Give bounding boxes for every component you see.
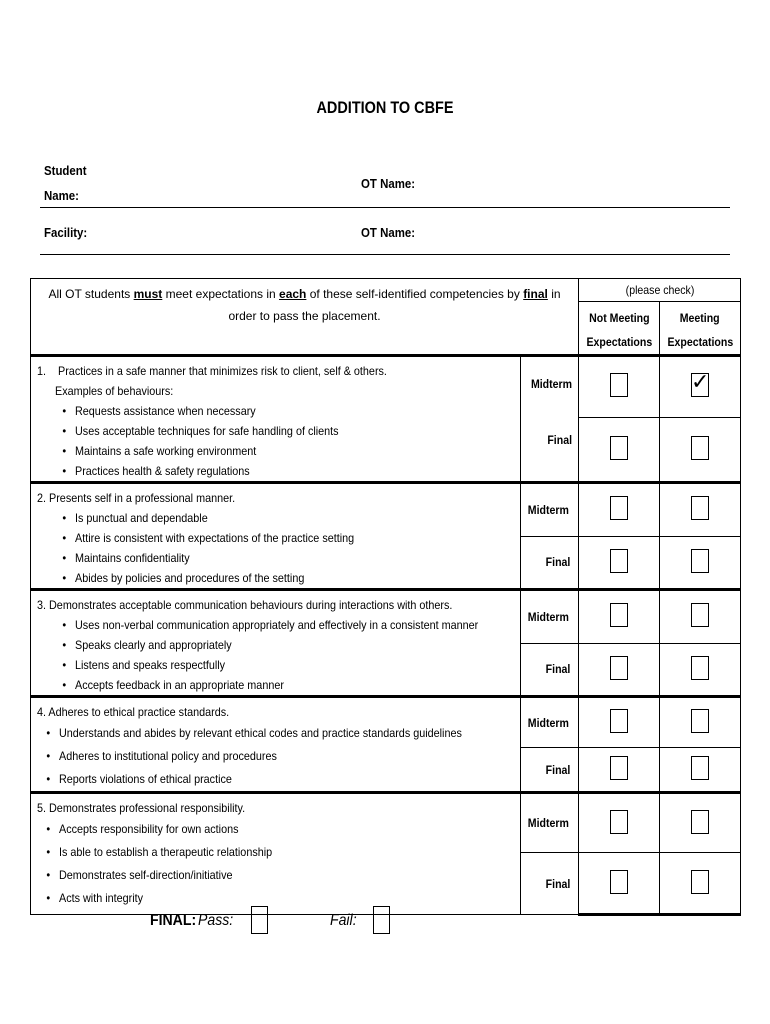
list-item: • Requests assistance when necessary (75, 401, 472, 421)
pass-label: Pass: (198, 912, 234, 929)
list-item: • Uses non-verbal communication appropriately and effectively in a consistent manner (75, 615, 472, 635)
c1-final-not-meeting-checkbox[interactable] (610, 436, 628, 460)
list-item: • Speaks clearly and appropriately (75, 635, 472, 655)
c3-final-meeting-checkbox[interactable] (691, 656, 709, 680)
c5-final-not-meeting-checkbox[interactable] (610, 870, 628, 894)
student-name-label-line1: Student (44, 163, 87, 178)
page-title: ADDITION TO CBFE (316, 98, 454, 117)
competency-1: 1. Practices in a safe manner that minimizes risk to client, self & others. Examples of behaviours: • Requests assistance when necessary • Uses acceptable techniques for safe handling of clients • Maintains a safe working environment • Practices health & safety regulations (31, 356, 521, 483)
c4-midterm-not-meeting-checkbox[interactable] (610, 709, 628, 733)
final-label: Final (521, 748, 579, 793)
list-item: • Abides by policies and procedures of the setting (75, 568, 472, 588)
list-item: • Listens and speaks respectfully (75, 655, 472, 675)
midterm-label: Midterm (521, 483, 579, 537)
c1-midterm-meeting-checkbox[interactable] (691, 369, 710, 397)
list-item: • Accepts feedback in an appropriate manner (75, 675, 472, 695)
c2-final-meeting-checkbox[interactable] (691, 549, 709, 573)
list-item: • Adheres to institutional policy and procedures (59, 745, 470, 768)
list-item: • Attire is consistent with expectations of the practice setting (75, 528, 472, 548)
c5-final-meeting-checkbox[interactable] (691, 870, 709, 894)
c4-final-not-meeting-checkbox[interactable] (610, 756, 628, 780)
list-item: • Is punctual and dependable (75, 508, 472, 528)
midterm-label: Midterm (521, 697, 579, 748)
student-name-field[interactable] (40, 207, 730, 208)
competency-5: 5. Demonstrates professional responsibility. • Accepts responsibility for own actions • Is able to establish a therapeutic relationship • Demonstrates self-direction/initiative • Acts with integrity (31, 793, 521, 915)
facility-label: Facility: (44, 225, 88, 240)
fail-label: Fail: (330, 912, 357, 929)
c2-midterm-meeting-checkbox[interactable] (691, 496, 709, 520)
table-intro: All OT students must meet expectations in each of these self-identified competencies by final in order to pass the placement. (31, 279, 579, 356)
c4-final-meeting-checkbox[interactable] (691, 756, 709, 780)
c5-midterm-not-meeting-checkbox[interactable] (610, 810, 628, 834)
facility-field[interactable] (40, 254, 730, 255)
fail-checkbox[interactable] (373, 906, 390, 934)
midterm-label: Midterm (521, 590, 579, 644)
c3-midterm-meeting-checkbox[interactable] (691, 603, 709, 627)
c1-midterm-not-meeting-checkbox[interactable] (610, 373, 628, 397)
ot-name-label: OT Name: (361, 176, 416, 191)
list-item: • Is able to establish a therapeutic relationship (59, 841, 470, 864)
list-item: • Reports violations of ethical practice (59, 768, 470, 791)
competency-2: 2. Presents self in a professional manner. • Is punctual and dependable • Attire is consistent with expectations of the practice setting • Maintains confidentiality • Abides by policies and procedures of the setting (31, 483, 521, 590)
c4-midterm-meeting-checkbox[interactable] (691, 709, 709, 733)
c2-final-not-meeting-checkbox[interactable] (610, 549, 628, 573)
c3-midterm-not-meeting-checkbox[interactable] (610, 603, 628, 627)
list-item: • Demonstrates self-direction/initiative (59, 864, 470, 887)
list-item: • Maintains a safe working environment (75, 441, 472, 461)
final-label: Final (547, 433, 573, 447)
student-name-label-line2: Name: (44, 188, 79, 203)
final-label: Final (521, 536, 579, 590)
list-item: • Uses acceptable techniques for safe handling of clients (75, 421, 472, 441)
list-item: • Practices health & safety regulations (75, 461, 472, 481)
checkmark-icon: ✓ (691, 369, 710, 395)
c1-final-meeting-checkbox[interactable] (691, 436, 709, 460)
list-item: • Understands and abides by relevant ethical codes and practice standards guidelines (59, 722, 470, 745)
c3-final-not-meeting-checkbox[interactable] (610, 656, 628, 680)
c2-midterm-not-meeting-checkbox[interactable] (610, 496, 628, 520)
ot-name-label-2: OT Name: (361, 225, 416, 240)
competency-4: 4. Adheres to ethical practice standards. • Understands and abides by relevant ethical codes and practice standards guidelines • Adheres to institutional policy and procedures • Reports violations of ethical practice (31, 697, 521, 793)
competency-3: 3. Demonstrates acceptable communication behaviours during interactions with others. • Uses non-verbal communication appropriately and effectively in a consistent manner • Speaks clearly and appropriately • Listens and speaks respectfully • Accepts feedback in an appropriate manner (31, 590, 521, 697)
c5-midterm-meeting-checkbox[interactable] (691, 810, 709, 834)
final-label: FINAL: (150, 912, 197, 929)
midterm-label: Midterm (530, 377, 573, 391)
midterm-label: Midterm (521, 793, 579, 853)
list-item: • Maintains confidentiality (75, 548, 472, 568)
meeting-header: Meeting Expectations (660, 302, 741, 356)
final-label: Final (521, 643, 579, 697)
final-label: Final (521, 853, 579, 915)
list-item: • Acts with integrity (59, 887, 470, 910)
list-item: • Accepts responsibility for own actions (59, 818, 470, 841)
competency-1-stages (521, 356, 579, 483)
pass-checkbox[interactable] (251, 906, 268, 934)
not-meeting-header: Not Meeting Expectations (579, 302, 660, 356)
competency-table (30, 278, 741, 916)
please-check-header: (please check) (579, 279, 741, 302)
